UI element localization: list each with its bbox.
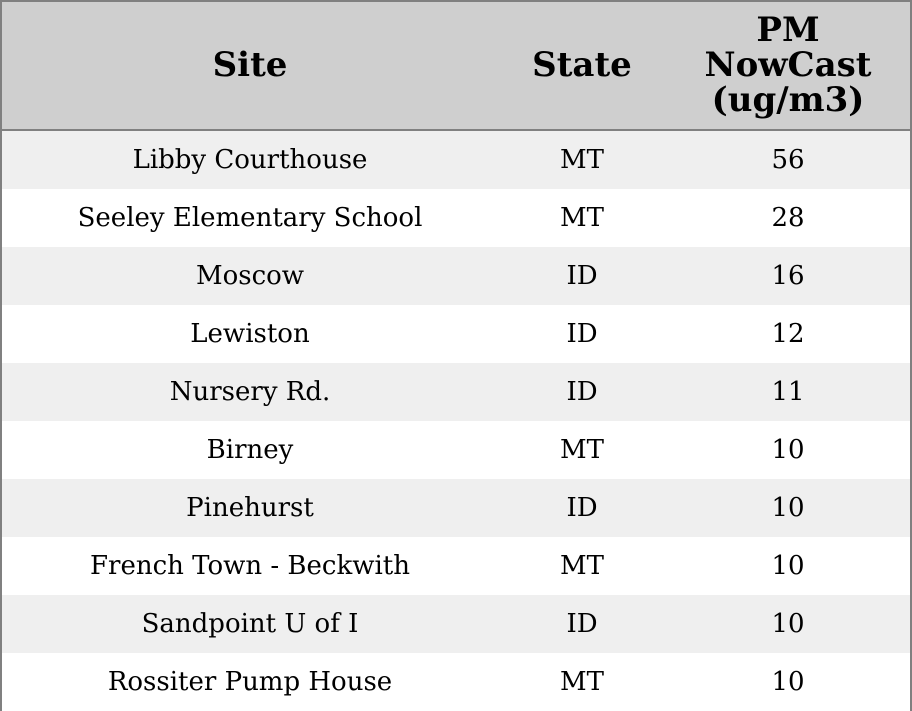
cell-state: MT [560,203,604,233]
table-row [2,537,910,595]
table-header [2,2,910,131]
cell-state: MT [560,551,604,581]
cell-state: MT [560,145,604,175]
cell-pm: 56 [771,145,805,175]
table-row [2,305,910,363]
cell-state: MT [560,667,604,697]
cell-site: Libby Courthouse [132,145,368,175]
cell-state: ID [566,609,598,639]
header-pm-nowcast: PM NowCast (ug/m3) [704,10,872,120]
table-row [2,479,910,537]
cell-site: Nursery Rd. [169,377,331,407]
cell-pm: 16 [771,261,805,291]
cell-pm: 10 [771,493,805,523]
cell-site: Sandpoint U of I [141,609,359,639]
cell-pm: 10 [771,609,805,639]
header-site: Site [212,45,288,85]
table-row [2,421,910,479]
cell-state: ID [566,319,598,349]
table-row [2,247,910,305]
cell-pm: 28 [771,203,805,233]
cell-site: Birney [206,435,294,465]
cell-pm: 10 [771,435,805,465]
cell-pm: 11 [771,377,805,407]
cell-site: Rossiter Pump House [107,667,393,697]
cell-site: French Town - Beckwith [89,551,411,581]
cell-state: ID [566,377,598,407]
table-body [2,131,910,709]
table-row [2,131,910,189]
table-row [2,363,910,421]
cell-pm: 12 [771,319,805,349]
cell-state: ID [566,261,598,291]
table-row [2,653,910,711]
table-row [2,189,910,247]
cell-site: Lewiston [190,319,310,349]
cell-state: ID [566,493,598,523]
cell-site: Moscow [195,261,305,291]
header-state: State [532,45,632,85]
table-row [2,595,910,653]
cell-pm: 10 [771,551,805,581]
cell-site: Pinehurst [186,493,314,523]
cell-pm: 10 [771,667,805,697]
cell-site: Seeley Elementary School [77,203,423,233]
cell-state: MT [560,435,604,465]
